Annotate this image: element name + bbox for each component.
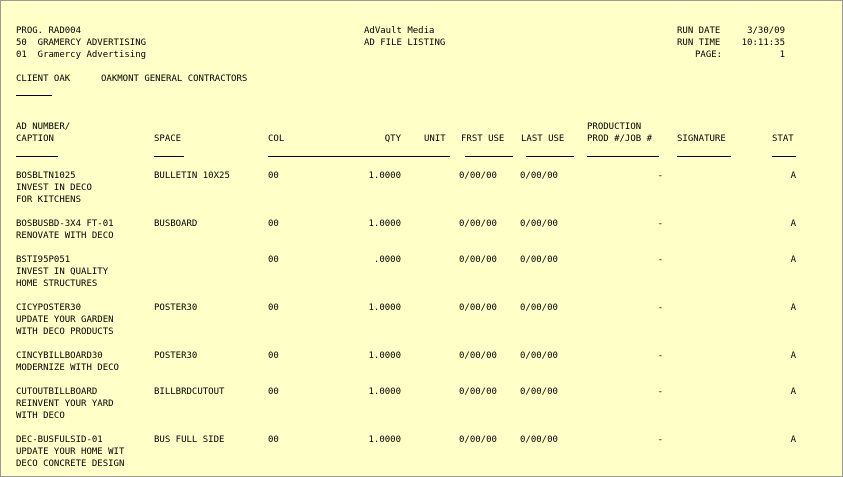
space-value: POSTER30 [154, 303, 198, 313]
program-id: PROG. RAD004 [16, 26, 82, 36]
last-use-value: 0/00/00 [520, 171, 558, 181]
page-label: PAGE: [695, 50, 723, 60]
stat-value: A [790, 171, 796, 181]
stat-value: A [790, 303, 796, 313]
ad-number: CUTOUTBILLBOARD [16, 387, 98, 397]
underline-col-qty-unit [268, 156, 450, 157]
run-date: 3/30/09 [747, 26, 785, 36]
table-row [1, 254, 842, 290]
frst-use-value: 0/00/00 [459, 303, 497, 313]
table-row [1, 170, 842, 206]
prod-job-value: - [657, 435, 663, 445]
last-use-value: 0/00/00 [520, 219, 558, 229]
underline-signature [677, 156, 731, 157]
agency-line: 50 GRAMERCY ADVERTISING [16, 38, 147, 48]
prod-job-value: - [657, 171, 663, 181]
run-time-label: RUN TIME [677, 38, 721, 48]
qty-value: 1.0000 [368, 303, 401, 313]
caption-line: HOME STRUCTURES [16, 279, 98, 289]
qty-value: .0000 [373, 255, 401, 265]
table-row [1, 434, 842, 470]
underline-frst-use [465, 156, 513, 157]
col-header-production: PRODUCTION [587, 122, 642, 132]
table-row [1, 386, 842, 422]
report-title: AD FILE LISTING [364, 38, 446, 48]
stat-value: A [790, 351, 796, 361]
ad-number: CINCYBILLBOARD30 [16, 351, 103, 361]
prod-job-value: - [657, 255, 663, 265]
space-value: POSTER30 [154, 351, 198, 361]
frst-use-value: 0/00/00 [459, 435, 497, 445]
page-number: 1 [779, 50, 785, 60]
frst-use-value: 0/00/00 [459, 219, 497, 229]
col-value: 00 [268, 219, 279, 229]
stat-value: A [790, 387, 796, 397]
space-value: BUSBOARD [154, 219, 198, 229]
col-value: 00 [268, 171, 279, 181]
client-name: OAKMONT GENERAL CONTRACTORS [101, 74, 248, 84]
table-row [1, 350, 842, 386]
qty-value: 1.0000 [368, 219, 401, 229]
prod-job-value: - [657, 351, 663, 361]
prod-job-value: - [657, 303, 663, 313]
col-header-prod-job: PROD #/JOB # [587, 134, 653, 144]
ad-number: BOSBUSBD-3X4 FT-01 [16, 219, 114, 229]
caption-line: UPDATE YOUR HOME WIT [16, 447, 125, 457]
frst-use-value: 0/00/00 [459, 171, 497, 181]
caption-line: INVEST IN QUALITY [16, 267, 109, 277]
underline-space [154, 156, 184, 157]
last-use-value: 0/00/00 [520, 387, 558, 397]
qty-value: 1.0000 [368, 435, 401, 445]
col-header-last-use: LAST USE [521, 134, 565, 144]
col-value: 00 [268, 387, 279, 397]
company-name: AdVault Media [364, 26, 435, 36]
col-header-col: COL [268, 134, 285, 144]
space-value: BILLBRDCUTOUT [154, 387, 225, 397]
caption-line: MODERNIZE WITH DECO [16, 363, 119, 373]
underline-last-use [526, 156, 574, 157]
client-underline [16, 95, 52, 96]
prod-job-value: - [657, 219, 663, 229]
last-use-value: 0/00/00 [520, 435, 558, 445]
caption-line: DECO CONCRETE DESIGN [16, 459, 125, 469]
qty-value: 1.0000 [368, 387, 401, 397]
col-header-signature: SIGNATURE [677, 134, 726, 144]
ad-number: BSTI95P051 [16, 255, 71, 265]
ad-number: DEC-BUSFULSID-01 [16, 435, 103, 445]
caption-line: UPDATE YOUR GARDEN [16, 315, 114, 325]
caption-line: FOR KITCHENS [16, 195, 82, 205]
col-header-qty: QTY [384, 134, 401, 144]
space-value: BUS FULL SIDE [154, 435, 225, 445]
prod-job-value: - [657, 387, 663, 397]
office-line: 01 Gramercy Advertising [16, 50, 147, 60]
stat-value: A [790, 255, 796, 265]
ad-number: CICYPOSTER30 [16, 303, 82, 313]
last-use-value: 0/00/00 [520, 351, 558, 361]
run-date-label: RUN DATE [677, 26, 721, 36]
caption-line: REINVENT YOUR YARD [16, 399, 114, 409]
col-header-space: SPACE [154, 134, 182, 144]
col-header-stat: STAT [772, 134, 794, 144]
col-value: 00 [268, 435, 279, 445]
qty-value: 1.0000 [368, 351, 401, 361]
frst-use-value: 0/00/00 [459, 387, 497, 397]
caption-line: INVEST IN DECO [16, 183, 92, 193]
last-use-value: 0/00/00 [520, 303, 558, 313]
stat-value: A [790, 435, 796, 445]
col-header-unit: UNIT [424, 134, 446, 144]
caption-line: RENOVATE WITH DECO [16, 231, 114, 241]
caption-line: WITH DECO [16, 411, 65, 421]
underline-stat [772, 156, 796, 157]
frst-use-value: 0/00/00 [459, 351, 497, 361]
col-value: 00 [268, 255, 279, 265]
col-value: 00 [268, 351, 279, 361]
underline-caption [16, 156, 58, 157]
frst-use-value: 0/00/00 [459, 255, 497, 265]
caption-line: WITH DECO PRODUCTS [16, 327, 114, 337]
col-header-frst-use: FRST USE [461, 134, 505, 144]
table-row [1, 302, 842, 338]
ad-number: BOSBLTN1025 [16, 171, 76, 181]
qty-value: 1.0000 [368, 171, 401, 181]
space-value: BULLETIN 10X25 [154, 171, 230, 181]
stat-value: A [790, 219, 796, 229]
run-time: 10:11:35 [741, 38, 785, 48]
underline-prod-job [587, 156, 659, 157]
col-header-caption: CAPTION [16, 134, 54, 144]
col-header-ad-number: AD NUMBER/ [16, 122, 71, 132]
last-use-value: 0/00/00 [520, 255, 558, 265]
col-value: 00 [268, 303, 279, 313]
client-label: CLIENT OAK [16, 74, 71, 84]
table-row [1, 218, 842, 254]
